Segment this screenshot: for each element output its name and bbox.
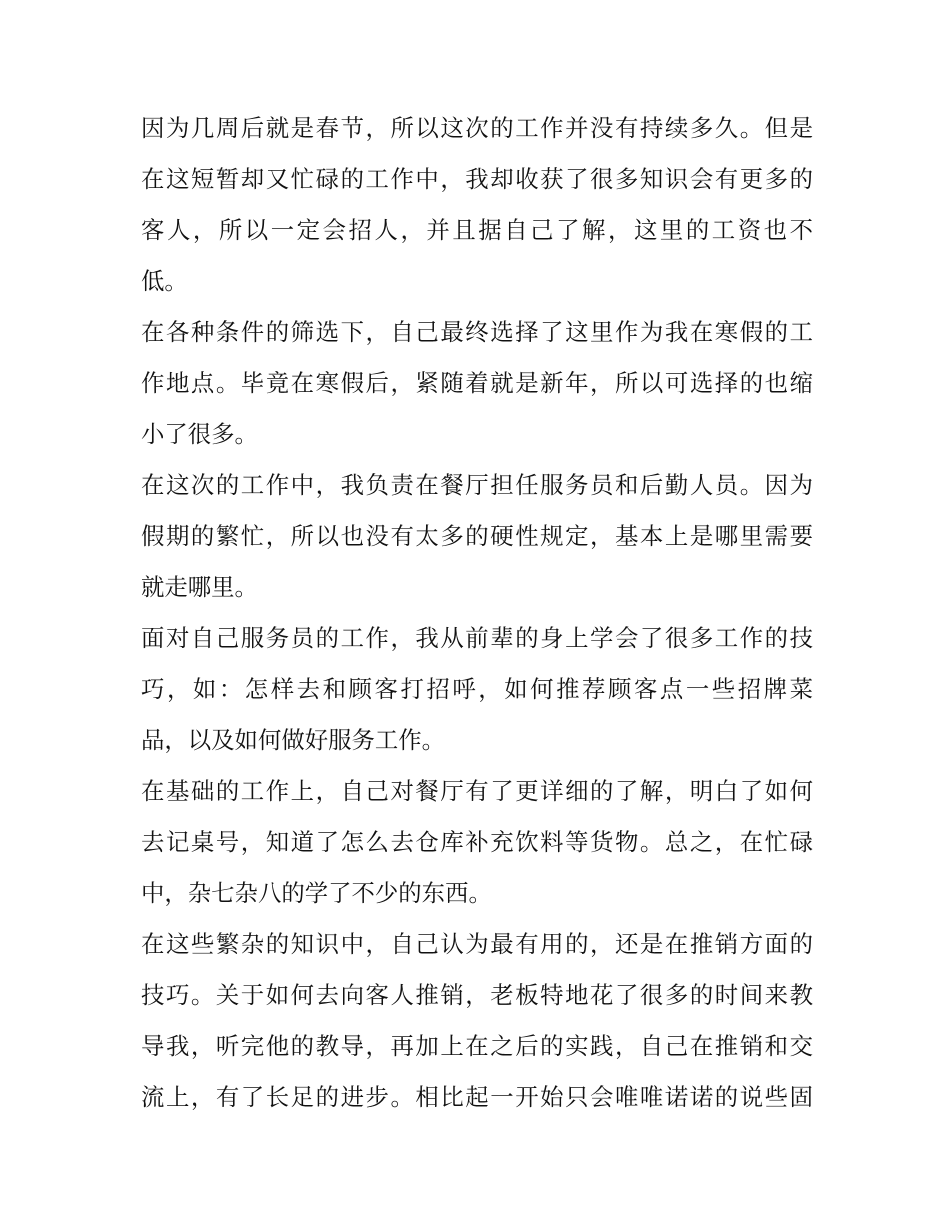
- text-line: 假期的繁忙，所以也没有太多的硬性规定，基本上是哪里需要: [141, 522, 813, 550]
- text-line: 小了很多。: [141, 420, 258, 448]
- text-line: 在这次的工作中，我负责在餐厅担任服务员和后勤人员。因为: [141, 471, 813, 499]
- text-line: 在这些繁杂的知识中，自己认为最有用的，还是在推销方面的: [141, 930, 813, 958]
- text-line: 客人，所以一定会招人，并且据自己了解，这里的工资也不: [141, 216, 813, 244]
- text-line: 技巧。关于如何去向客人推销，老板特地花了很多的时间来教: [141, 981, 813, 1009]
- paragraph-1: [141, 103, 813, 307]
- text-line: 作地点。毕竟在寒假后，紧随着就是新年，所以可选择的也缩: [141, 369, 813, 397]
- text-line: 中，杂七杂八的学了不少的东西。: [141, 879, 492, 907]
- document-page: [141, 103, 813, 1123]
- paragraph-2: [141, 307, 813, 460]
- paragraph-6: [141, 919, 813, 1123]
- text-line: 流上，有了长足的进步。相比起一开始只会唯唯诺诺的说些固: [141, 1083, 813, 1111]
- text-line: 面对自己服务员的工作，我从前辈的身上学会了很多工作的技: [141, 624, 813, 652]
- text-line: 品，以及如何做好服务工作。: [141, 726, 446, 754]
- text-line: 在这短暂却又忙碌的工作中，我却收获了很多知识会有更多的: [141, 165, 813, 193]
- paragraph-4: [141, 613, 813, 766]
- paragraph-5: [141, 766, 813, 919]
- paragraph-3: [141, 460, 813, 613]
- text-line: 在基础的工作上，自己对餐厅有了更详细的了解，明白了如何: [141, 777, 813, 805]
- text-line: 去记桌号，知道了怎么去仓库补充饮料等货物。总之，在忙碌: [141, 828, 813, 856]
- text-line: 导我，听完他的教导，再加上在之后的实践，自己在推销和交: [141, 1032, 813, 1060]
- text-line: 因为几周后就是春节，所以这次的工作并没有持续多久。但是: [141, 114, 813, 142]
- text-line: 在各种条件的筛选下，自己最终选择了这里作为我在寒假的工: [141, 318, 813, 346]
- text-line: 巧，如：怎样去和顾客打招呼，如何推荐顾客点一些招牌菜: [141, 675, 813, 703]
- text-line: 就走哪里。: [141, 573, 258, 601]
- text-line: 低。: [141, 267, 188, 295]
